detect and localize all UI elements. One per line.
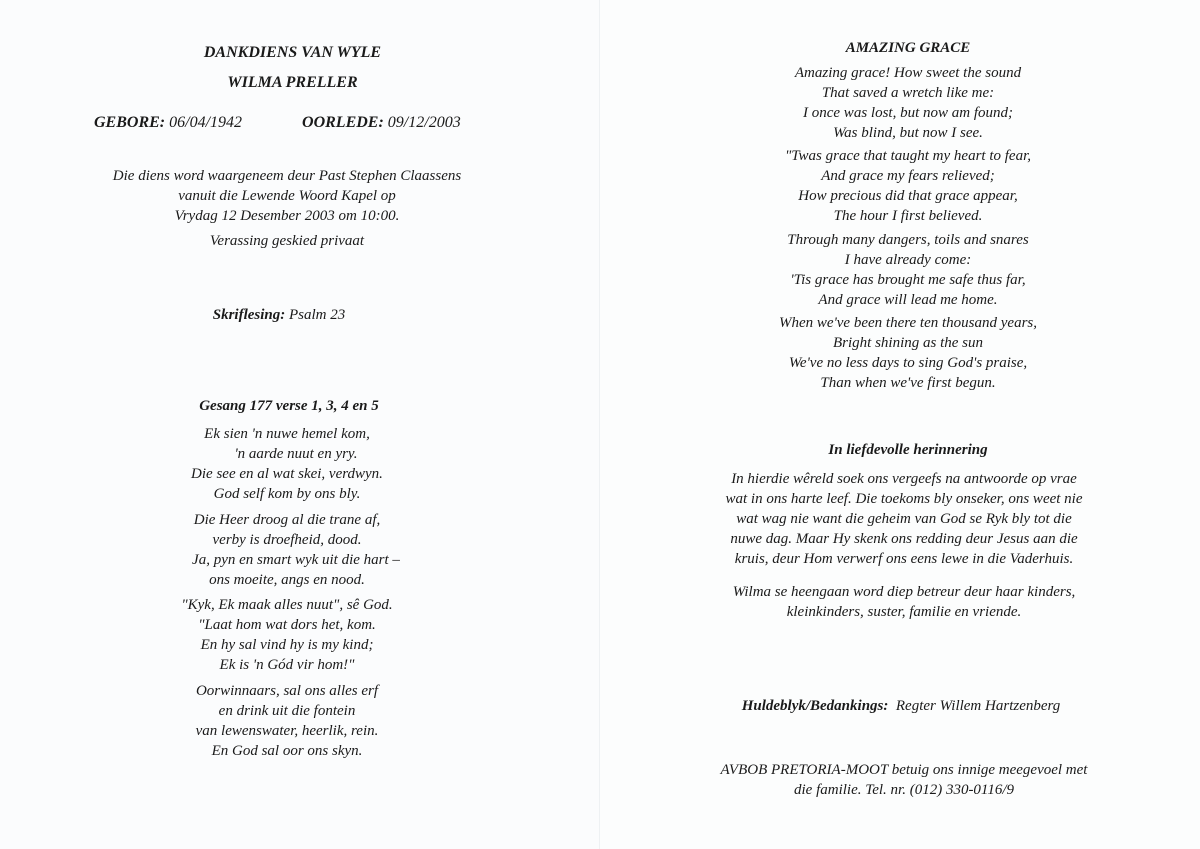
song-line: I once was lost, but now am found; — [803, 105, 1013, 121]
hymn-verse-2 — [0, 510, 574, 590]
song-line: Than when we've first begun. — [820, 375, 996, 391]
scripture-reading — [0, 305, 558, 325]
hymn-verse-4 — [0, 681, 574, 761]
born-date: 06/04/1942 — [169, 114, 243, 131]
hymn-line: En hy sal vind hy is my kind; — [200, 637, 374, 653]
dates-row — [94, 114, 461, 132]
born-label: GEBORE: — [94, 114, 166, 131]
condolence-text — [600, 760, 1200, 800]
hymn-title: Gesang 177 verse 1, 3, 4 en 5 — [199, 398, 379, 414]
condolence-line: die familie. Tel. nr. (012) 330-0116/9 — [794, 782, 1014, 798]
hymn-line: Die see en al wat skei, verdwyn. — [191, 466, 383, 482]
song-line: How precious did that grace appear, — [798, 188, 1018, 204]
song-verse-2 — [600, 146, 1200, 226]
song-line: 'Tis grace has brought me safe thus far, — [790, 272, 1026, 288]
service-details — [0, 166, 574, 226]
hymn-line: verby is droefheid, dood. — [212, 532, 362, 548]
hymn-line: Die Heer droog al die trane af, — [193, 512, 381, 528]
hymn-line: Ja, pyn en smart wyk uit die hart – — [192, 552, 400, 568]
title-line-2: WILMA PRELLER — [227, 74, 358, 91]
hymn-line: Oorwinnaars, sal ons alles erf — [195, 683, 379, 699]
hymn-line: God self kom by ons bly. — [213, 486, 361, 502]
song-line: Was blind, but now I see. — [833, 125, 983, 141]
memory-title: In liefdevolle herinnering — [828, 442, 988, 458]
mourned-line: Wilma se heengaan word diep betreur deur haar kinders, — [732, 584, 1076, 600]
died-label: OORLEDE: — [302, 114, 384, 131]
hymn-line: en drink uit die fontein — [218, 703, 356, 719]
memory-line: wat in ons harte leef. Die toekoms bly onseker, ons weet nie — [725, 491, 1083, 507]
hymn-line: van lewenswater, heerlik, rein. — [195, 723, 379, 739]
memory-line: In hierdie wêreld soek ons vergeefs na antwoorde op vrae — [731, 471, 1077, 487]
tribute-value: Regter Willem Hartzenberg — [895, 698, 1061, 714]
song-verse-1 — [600, 63, 1200, 143]
condolence-line: AVBOB PRETORIA-MOOT betuig ons innige meegevoel met — [720, 762, 1088, 778]
hymn-line: "Kyk, Ek maak alles nuut", sê God. — [181, 597, 393, 613]
cremation-note: Verassing geskied privaat — [209, 233, 365, 249]
hymn-verse-1 — [0, 424, 574, 504]
hymn-line: Ek sien 'n nuwe hemel kom, — [204, 426, 370, 442]
reading-value: Psalm 23 — [289, 307, 346, 323]
song-line: "Twas grace that taught my heart to fear, — [784, 148, 1031, 164]
memory-line: wat wag nie want die geheim van God se Ryk bly tot die — [736, 511, 1072, 527]
tribute-label: Huldeblyk/Bedankings: — [741, 698, 889, 714]
hymn-line: En God sal oor ons skyn. — [211, 743, 363, 759]
right-page — [600, 0, 1200, 849]
hymn-line: "Laat hom wat dors het, kom. — [198, 617, 376, 633]
died-date: 09/12/2003 — [387, 114, 461, 131]
song-line: Through many dangers, toils and snares — [787, 232, 1029, 248]
service-line: Die diens word waargeneem deur Past Stephen Claassens — [112, 168, 462, 184]
memory-line: nuwe dag. Maar Hy skenk ons redding deur Jesus aan die — [730, 531, 1078, 547]
mourned-line: kleinkinders, suster, familie en vriende. — [786, 604, 1022, 620]
song-line: Bright shining as the sun — [832, 335, 983, 351]
memory-line: kruis, deur Hom verwerf ons eens lewe in die Vaderhuis. — [734, 551, 1074, 567]
hymn-verse-3 — [0, 595, 574, 675]
song-line: The hour I first believed. — [833, 208, 983, 224]
tribute — [600, 696, 1200, 716]
song-line: When we've been there ten thousand years, — [779, 315, 1037, 331]
song-line: I have already come: — [844, 252, 972, 268]
song-line: Amazing grace! How sweet the sound — [794, 65, 1022, 81]
memory-text — [600, 469, 1200, 569]
reading-label: Skriflesing: — [212, 307, 286, 323]
song-line: And grace will lead me home. — [818, 292, 998, 308]
song-verse-4 — [600, 313, 1200, 393]
service-line: Vrydag 12 Desember 2003 om 10:00. — [174, 208, 400, 224]
song-line: And grace my fears relieved; — [821, 168, 995, 184]
hymn-line: 'n aarde nuut en yry. — [234, 446, 358, 462]
service-line: vanuit die Lewende Woord Kapel op — [178, 188, 396, 204]
mourned-text — [600, 582, 1200, 622]
hymn-line: ons moeite, angs en nood. — [209, 572, 365, 588]
song-title: AMAZING GRACE — [845, 40, 971, 56]
song-verse-3 — [600, 230, 1200, 310]
song-line: That saved a wretch like me: — [821, 85, 995, 101]
song-line: We've no less days to sing God's praise, — [788, 355, 1028, 371]
title-line-1: DANKDIENS VAN WYLE — [203, 44, 382, 61]
hymn-line: Ek is 'n Gód vir hom!" — [219, 657, 355, 673]
